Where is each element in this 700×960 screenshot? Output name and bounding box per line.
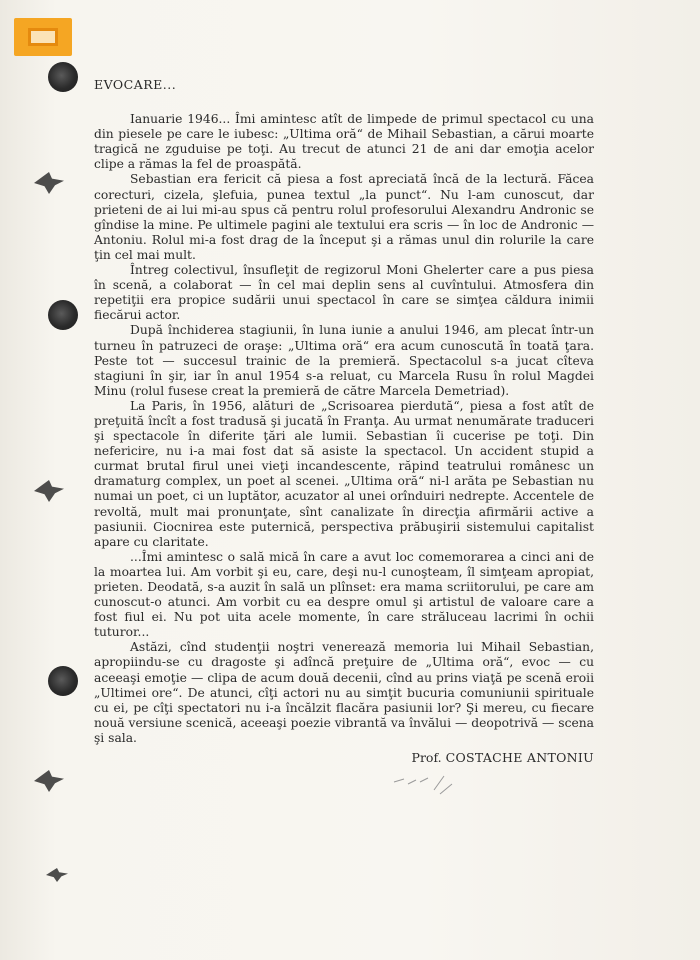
paragraph: La Paris, în 1956, alături de „Scrisoarea pierdută“, piesa a fost atît de preţuită încît a fost tradusă şi jucată în Franţa. Au urmat nenumărate traduceri şi spectacole în diferite ţări ale lumii. Sebastian îi cucerise pe toţi. Din nefericire, nu i-a mai fost dat să asiste la spectacol. Un accident stupid a curmat brutal firul unei vieţi incandescente, răpind teatrului românesc un dramaturg complex, un poet al scenei. „Ultima oră“ ni-l arăta pe Sebastian nu numai un poet, ci un luptător, acuzator al unei orînduiri nedrepte. Accentele de revoltă, mult mai pronunţate, sînt canalizate în direcţia afirmării active a pasiunii. Ciocnirea este puternică, perspectiva prăbuşirii sistemului capitalist apare cu claritate. xyxy=(94,398,594,549)
article xyxy=(94,77,594,765)
signature-title: Prof. xyxy=(411,750,442,766)
paragraph: După închiderea stagiunii, în luna iunie a anului 1946, am plecat într-un turneu în patruzeci de oraşe: „Ultima oră“ era acum cunoscută în toată ţara. Peste tot — succesul trainic de la premieră. Spectacolul s-a jucat cîteva stagiuni în şir, iar în anul 1954 s-a reluat, cu Marcela Rusu în rolul Magdei Minu (rolul fusese creat la premieră de către Marcela Demetriad). xyxy=(94,323,594,398)
paragraph: Astăzi, cînd studenţii noştri venerează memoria lui Mihail Sebastian, apropiindu-se cu dragoste şi adîncă preţuire de „Ultima oră“, evoc — cu aceeaşi emoţie — clipa de acum două decenii, cînd au prins viaţă pe scenă eroii „Ultimei ore“. De atunci, cîţi actori nu au simţit bucuria comuniunii spirituale cu ei, pe cîţi spectatori nu i-a încălzit flacăra pasiunii lor? Şi mereu, cu fiecare nouă versiune scenică, aceeaşi poezie vibrantă va învălui — deopotrivă — scena şi sala. xyxy=(94,640,594,745)
torn-hole xyxy=(46,868,68,882)
signature-name: COSTACHE ANTONIU xyxy=(445,750,594,766)
torn-hole xyxy=(34,172,64,194)
paragraph: Întreg colectivul, însufleţit de regizorul Moni Ghelerter care a pus piesa în scenă, a colaborat — în cel mai deplin sens al cuvîntului. Atmosfera din repetiţii era propice sudării unui spectacol în care se simţea căldura inimii fiecărui actor. xyxy=(94,263,594,323)
paragraph: Sebastian era fericit că piesa a fost apreciată încă de la lectură. Făcea corecturi, cizela, şlefuia, punea textul „la punct“. Nu l-am cunoscut, dar prieteni de ai lui mi-au spus că pentru rolul profesorului Alexandru Andronic se gîndise la mine. Pe ultimele pagini ale textului era scris — în loc de Andronic — Antoniu. Rolul mi-a fost drag de la început şi a rămas unul din rolurile la care ţin cel mai mult. xyxy=(94,172,594,262)
punch-hole xyxy=(48,666,78,696)
signature xyxy=(94,750,594,765)
pencil-scribble xyxy=(390,770,470,800)
punch-hole xyxy=(48,300,78,330)
paragraph: ...Îmi amintesc o sală mică în care a avut loc comemorarea a cinci ani de la moartea lui. Am vorbit şi eu, care, deşi nu-l cunoşteam, îl simţeam apropiat, prieten. Deodată, s-a auzit în sală un plînset: era mama scriitorului, pe care am cunoscut-o atunci. Am vorbit cu ea despre omul şi artistul de valoare care a fost fiul ei. Nu pot uita acele momente, în care străluceau lacrimi în ochii tuturor... xyxy=(94,549,594,640)
torn-hole xyxy=(34,480,64,502)
article-heading: EVOCARE... xyxy=(94,77,177,92)
torn-hole xyxy=(34,770,64,792)
paragraph: Ianuarie 1946... Îmi amintesc atît de limpede de primul spectacol cu una din piesele pe care le iubesc: „Ultima oră“ de Mihail Sebastian, a cărui moarte tragică ne zguduise pe toţi. Au trecut de atunci 21 de ani dar emoţia acelor clipe a rămas la fel de proaspătă. xyxy=(94,112,594,172)
punch-hole xyxy=(48,62,78,92)
orange-tab-marker xyxy=(14,18,72,56)
